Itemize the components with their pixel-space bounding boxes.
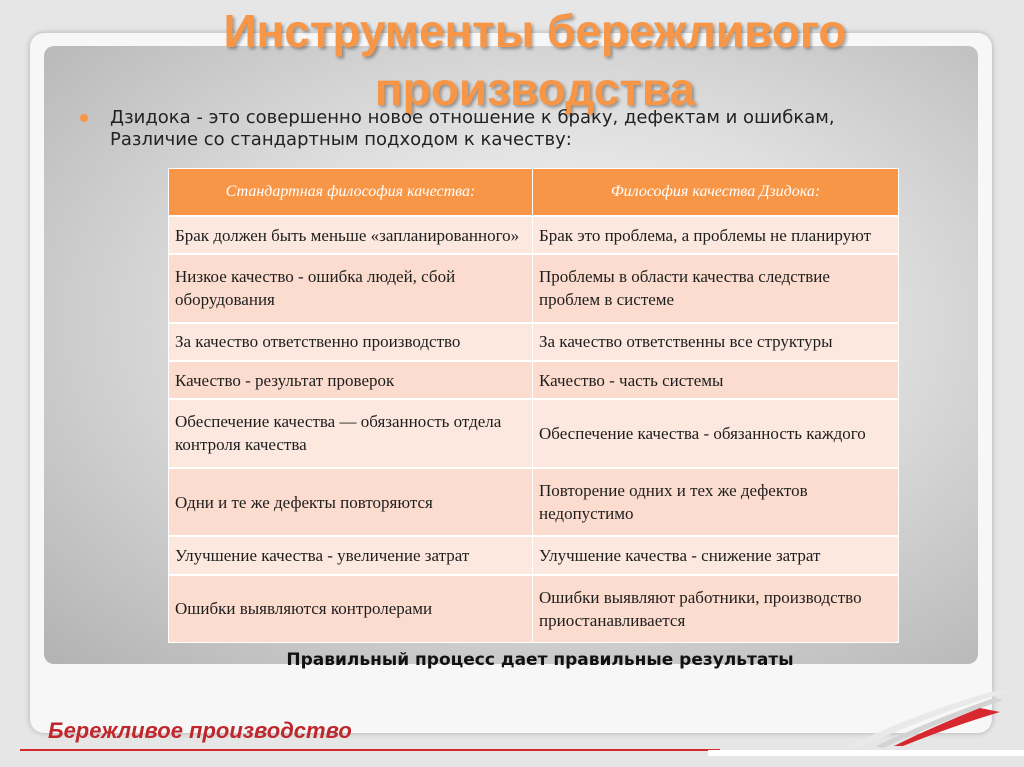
header-jidoka: Философия качества Дзидока: <box>533 169 899 217</box>
intro-bullet <box>110 107 990 151</box>
table-header-row <box>169 169 899 217</box>
footer-title: Бережливое производство <box>48 718 352 743</box>
table-row <box>169 399 899 468</box>
conclusion-text: Правильный процесс дает правильные результаты <box>286 650 794 670</box>
cell-jidoka: Обеспечение качества - обязанность каждого <box>533 399 899 468</box>
table-row <box>169 536 899 574</box>
cell-jidoka: За качество ответственны все структуры <box>533 323 899 361</box>
intro-line-1: Дзидока - это совершенно новое отношение к браку, дефектам и ошибкам, <box>110 107 835 128</box>
cell-jidoka: Брак это проблема, а проблемы не планируют <box>533 216 899 254</box>
slide-title: Инструменты бережливого производства <box>223 5 847 115</box>
red-swoosh-logo-icon <box>708 686 1024 756</box>
table-row <box>169 254 899 323</box>
table-row <box>169 468 899 537</box>
cell-standard: Ошибки выявляются контролерами <box>169 575 533 643</box>
cell-jidoka: Качество - часть системы <box>533 361 899 399</box>
cell-jidoka: Улучшение качества - снижение затрат <box>533 536 899 574</box>
cell-jidoka: Повторение одних и тех же дефектов недопустимо <box>533 468 899 537</box>
cell-standard: Улучшение качества - увеличение затрат <box>169 536 533 574</box>
cell-standard: За качество ответственно производство <box>169 323 533 361</box>
header-standard: Стандартная философия качества: <box>169 169 533 217</box>
table-row <box>169 216 899 254</box>
table-row <box>169 575 899 643</box>
intro-line-2: Различие со стандартным подходом к качеству: <box>110 129 572 150</box>
comparison-table <box>168 168 899 643</box>
table-row <box>169 323 899 361</box>
cell-standard: Низкое качество - ошибка людей, сбой оборудования <box>169 254 533 323</box>
bullet-dot-icon <box>80 114 88 122</box>
table-row <box>169 361 899 399</box>
cell-standard: Одни и те же дефекты повторяются <box>169 468 533 537</box>
footer-divider <box>20 749 720 751</box>
cell-jidoka: Проблемы в области качества следствие проблем в системе <box>533 254 899 323</box>
cell-standard: Обеспечение качества — обязанность отдела контроля качества <box>169 399 533 468</box>
cell-jidoka: Ошибки выявляют работники, производство приостанавливается <box>533 575 899 643</box>
cell-standard: Брак должен быть меньше «запланированного» <box>169 216 533 254</box>
cell-standard: Качество - результат проверок <box>169 361 533 399</box>
